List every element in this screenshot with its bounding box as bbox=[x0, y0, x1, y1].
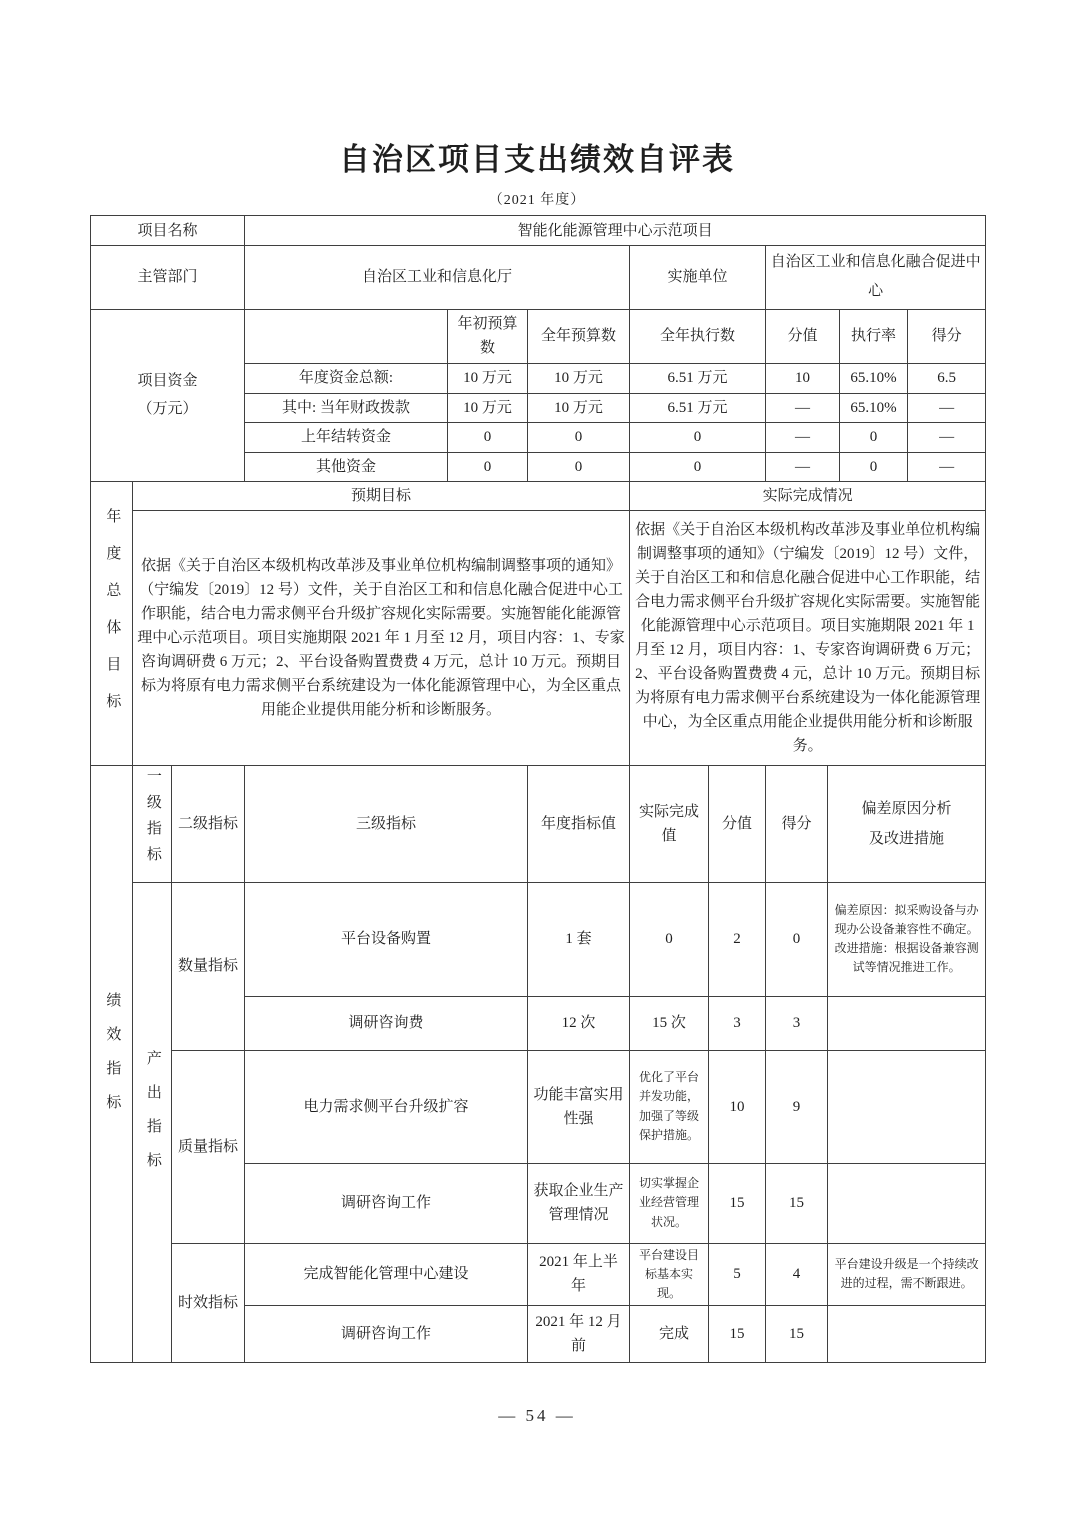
indicator-level1-header bbox=[133, 765, 172, 882]
dept-label: 主管部门 bbox=[91, 246, 245, 310]
dept-value: 自治区工业和信息化厅 bbox=[245, 246, 630, 310]
indicator-score-header: 分值 bbox=[709, 765, 766, 882]
indicator-annual-value: 2021 年 12 月前 bbox=[528, 1306, 630, 1363]
indicator-actual-value-header: 实际完成值 bbox=[630, 765, 709, 882]
page-title: 自治区项目支出绩效自评表 bbox=[339, 142, 735, 177]
indicator-actual-value: 0 bbox=[630, 882, 709, 996]
indicator-annual-value: 获取企业生产管理情况 bbox=[528, 1163, 630, 1243]
goal-section-label-text: 年度总体目标 bbox=[104, 508, 121, 730]
funding-total-executed: 6.51 万元 bbox=[630, 363, 766, 393]
funding-fiscal-label: 其中: 当年财政拨款 bbox=[245, 393, 448, 422]
indicator-name: 调研咨询工作 bbox=[245, 1306, 528, 1363]
indicator-points: 15 bbox=[766, 1306, 828, 1363]
funding-total-points: 6.5 bbox=[908, 363, 986, 393]
indicator-actual-value: 切实掌握企业经营管理状况。 bbox=[630, 1163, 709, 1243]
indicator-group-timeliness: 时效指标 bbox=[172, 1243, 245, 1363]
indicator-section-label-text: 绩效指标 bbox=[104, 991, 121, 1128]
funding-fiscal-annual: 10 万元 bbox=[528, 393, 630, 422]
indicator-score: 10 bbox=[709, 1050, 766, 1163]
project-name-row bbox=[91, 216, 986, 246]
indicator-deviation bbox=[828, 1163, 986, 1243]
indicator-group-quality: 质量指标 bbox=[172, 1050, 245, 1243]
funding-col-annual-budget: 全年预算数 bbox=[528, 309, 630, 363]
indicator-name: 调研咨询工作 bbox=[245, 1163, 528, 1243]
funding-col-initial-budget: 年初预算数 bbox=[448, 309, 528, 363]
funding-other-annual: 0 bbox=[528, 452, 630, 481]
indicator-annual-value: 12 次 bbox=[528, 996, 630, 1050]
funding-other-score: — bbox=[766, 452, 840, 481]
indicator-points: 9 bbox=[766, 1050, 828, 1163]
indicator-points: 3 bbox=[766, 996, 828, 1050]
indicator-group-quantity: 数量指标 bbox=[172, 882, 245, 1050]
indicator-level3-header: 三级指标 bbox=[245, 765, 528, 882]
indicator-score: 15 bbox=[709, 1163, 766, 1243]
funding-carryover-points: — bbox=[908, 422, 986, 452]
impl-unit-label: 实施单位 bbox=[630, 246, 766, 310]
indicator-actual-value: 平台建设目标基本实现。 bbox=[630, 1243, 709, 1306]
funding-other-executed: 0 bbox=[630, 452, 766, 481]
indicator-deviation-header bbox=[828, 765, 986, 882]
funding-header-row bbox=[91, 309, 986, 363]
indicator-points: 4 bbox=[766, 1243, 828, 1306]
evaluation-table bbox=[90, 215, 986, 1363]
goal-section-label bbox=[91, 481, 133, 765]
funding-fiscal-initial: 10 万元 bbox=[448, 393, 528, 422]
indicator-level1-value-text: 产出指标 bbox=[144, 1050, 161, 1187]
goal-actual-text: 依据《关于自治区本级机构改革涉及事业单位机构编制调整事项的通知》（宁编发〔2019〕12 号）文件，关于自治区工和和信息化融合促进中心工作职能，结合电力需求侧平台升级扩容规化实际需要。实施智能化能源管理中心示范项目。项目实施期限 2021 年 1 月至 12 月，项目内容：1、专家咨询调研费 6 万元； 2、平台设备购置费费 4 元，总计 10 万元。预期目标为将原有电力需求侧平台系统建设为一体化能源管理中心，为全区重点用能企业提供用能分析和诊断服务。 bbox=[630, 510, 986, 765]
indicator-actual-value: 优化了平台并发功能，加强了等级保护措施。 bbox=[630, 1050, 709, 1163]
funding-other-initial: 0 bbox=[448, 452, 528, 481]
indicator-deviation bbox=[828, 1050, 986, 1163]
indicator-annual-value: 1 套 bbox=[528, 882, 630, 996]
indicator-deviation bbox=[828, 996, 986, 1050]
indicator-score: 3 bbox=[709, 996, 766, 1050]
indicator-actual-value: 15 次 bbox=[630, 996, 709, 1050]
funding-fiscal-executed: 6.51 万元 bbox=[630, 393, 766, 422]
funding-carryover-score: — bbox=[766, 422, 840, 452]
indicator-deviation: 平台建设升级是一个持续改进的过程，需不断跟进。 bbox=[828, 1243, 986, 1306]
funding-other-label: 其他资金 bbox=[245, 452, 448, 481]
indicator-level1-header-text: 一级指标 bbox=[144, 767, 161, 872]
funding-carryover-rate: 0 bbox=[840, 422, 908, 452]
funding-carryover-initial: 0 bbox=[448, 422, 528, 452]
funding-carryover-executed: 0 bbox=[630, 422, 766, 452]
funding-header-empty bbox=[245, 309, 448, 363]
indicator-deviation-header-text: 偏差原因分析及改进措施 bbox=[861, 800, 952, 847]
funding-col-executed: 全年执行数 bbox=[630, 309, 766, 363]
goal-header-row bbox=[91, 481, 986, 510]
funding-total-score: 10 bbox=[766, 363, 840, 393]
funding-col-execution-rate: 执行率 bbox=[840, 309, 908, 363]
indicator-level2-header: 二级指标 bbox=[172, 765, 245, 882]
indicator-annual-value: 2021 年上半年 bbox=[528, 1243, 630, 1306]
goal-actual-header: 实际完成情况 bbox=[630, 481, 986, 510]
goal-content-row bbox=[91, 510, 986, 765]
impl-unit-value: 自治区工业和信息化融合促进中心 bbox=[766, 246, 986, 310]
funding-fiscal-rate: 65.10% bbox=[840, 393, 908, 422]
funding-carryover-label: 上年结转资金 bbox=[245, 422, 448, 452]
indicator-annual-value-header: 年度指标值 bbox=[528, 765, 630, 882]
funding-fiscal-score: — bbox=[766, 393, 840, 422]
indicator-row-center-construction bbox=[91, 1243, 986, 1306]
goal-expected-header: 预期目标 bbox=[133, 481, 630, 510]
indicator-name: 平台设备购置 bbox=[245, 882, 528, 996]
funding-total-label: 年度资金总额: bbox=[245, 363, 448, 393]
funding-total-rate: 65.10% bbox=[840, 363, 908, 393]
page-subtitle: （2021 年度） bbox=[488, 193, 586, 208]
indicator-section-label bbox=[91, 765, 133, 1363]
indicator-points: 0 bbox=[766, 882, 828, 996]
department-row bbox=[91, 246, 986, 310]
indicator-score: 5 bbox=[709, 1243, 766, 1306]
indicator-score: 15 bbox=[709, 1306, 766, 1363]
indicator-deviation: 偏差原因：拟采购设备与办现办公设备兼容性不确定。改进措施：根据设备兼容测试等情况推进工作。 bbox=[828, 882, 986, 996]
indicator-name: 调研咨询费 bbox=[245, 996, 528, 1050]
project-name-label: 项目名称 bbox=[91, 216, 245, 246]
indicator-row-platform-upgrade bbox=[91, 1050, 986, 1163]
indicator-deviation bbox=[828, 1306, 986, 1363]
funding-total-initial: 10 万元 bbox=[448, 363, 528, 393]
page-number: — 54 — bbox=[498, 1406, 576, 1425]
funding-other-points: — bbox=[908, 452, 986, 481]
indicator-annual-value: 功能丰富实用性强 bbox=[528, 1050, 630, 1163]
funding-carryover-annual: 0 bbox=[528, 422, 630, 452]
indicator-points-header: 得分 bbox=[766, 765, 828, 882]
goal-expected-text: 依据《关于自治区本级机构改革涉及事业单位机构编制调整事项的通知》（宁编发〔2019〕12 号）文件，关于自治区工和和信息化融合促进中心工作职能，结合电力需求侧平台升级扩容规化实际需要。实施智能化能源管理中心示范项目。项目实施期限 2021 年 1 月至 12 月，项目内容：1、专家咨询调研费 6 万元；2、平台设备购置费费 4 万元，总计 10 万元。预期目标为将原有电力需求侧平台系统建设为一体化能源管理中心，为全区重点用能企业提供用能分析和诊断服务。 bbox=[133, 510, 630, 765]
indicator-row-equipment bbox=[91, 882, 986, 996]
indicator-actual-value: 完成 bbox=[630, 1306, 709, 1363]
indicator-name: 完成智能化管理中心建设 bbox=[245, 1243, 528, 1306]
funding-total-annual: 10 万元 bbox=[528, 363, 630, 393]
funding-other-rate: 0 bbox=[840, 452, 908, 481]
funding-fiscal-points: — bbox=[908, 393, 986, 422]
funding-section-label bbox=[91, 309, 245, 481]
funding-section-label-text: 项目资金（万元） bbox=[137, 372, 198, 417]
indicator-header-row bbox=[91, 765, 986, 882]
indicator-points: 15 bbox=[766, 1163, 828, 1243]
indicator-name: 电力需求侧平台升级扩容 bbox=[245, 1050, 528, 1163]
funding-col-score: 分值 bbox=[766, 309, 840, 363]
indicator-level1-value bbox=[133, 882, 172, 1363]
funding-col-points: 得分 bbox=[908, 309, 986, 363]
indicator-score: 2 bbox=[709, 882, 766, 996]
project-name-value: 智能化能源管理中心示范项目 bbox=[245, 216, 986, 246]
